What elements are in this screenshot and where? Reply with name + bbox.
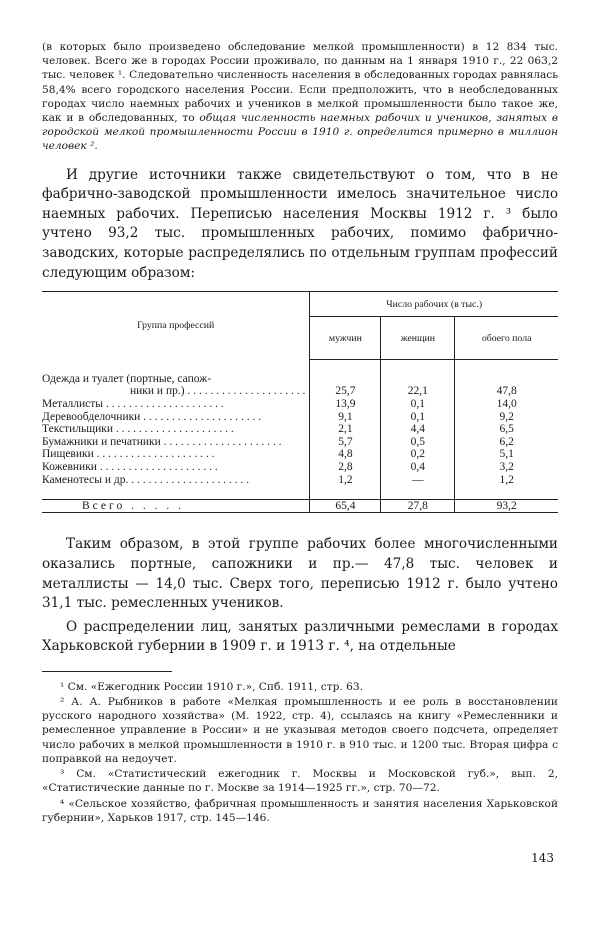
cell-both: 6,5 (455, 423, 558, 436)
row-label: Металлисты . . . (42, 398, 310, 411)
header-group: Группа профессий (42, 292, 310, 360)
row-label: ники и пр.) . . . (42, 385, 310, 398)
cell-men: 5,7 (338, 435, 353, 448)
row-label: Текстильщики . . . (42, 423, 310, 436)
table-row (42, 423, 558, 436)
paragraph-kharkov: О распределении лиц, занятых различными ремеслами в городах Харьковской губернии в 1909 г. и 1913 г. ⁴, на отдельные (42, 618, 558, 655)
row-label: Кожевники . . . (42, 461, 310, 474)
cell-women: 0,2 (381, 448, 455, 461)
table-row (42, 448, 558, 461)
footnote-3: ³ См. «Статистический ежегодник г. Москвы и Московской губ.», вып. 2, «Статистические данные по г. Москве за 1914—1925 гг.», стр. 70—72. (42, 768, 558, 795)
professions-table (42, 291, 558, 513)
page-number: 143 (531, 851, 554, 865)
intro-italic-text: общая численность наемных рабочих и учеников, занятых в городской мелкой промышленности России в 1910 г. определится примерно в миллион человек ². (42, 112, 558, 153)
table-row (42, 436, 558, 449)
cell-both: 14,0 (455, 398, 558, 411)
footnotes (42, 680, 558, 825)
cell-women: 22,1 (381, 385, 455, 398)
cell-both: 6,2 (455, 436, 558, 449)
cell-men: 25,7 (335, 385, 356, 398)
table-row (42, 474, 558, 487)
cell-men: 9,1 (338, 410, 353, 423)
total-women: 27,8 (381, 499, 455, 513)
cell-both: 1,2 (455, 474, 558, 487)
page-content (42, 40, 558, 826)
cell-women: 0,5 (381, 436, 455, 449)
header-both: обоего пола (455, 317, 558, 360)
header-women: женщин (381, 317, 455, 360)
total-both: 93,2 (455, 499, 558, 513)
row-label: Одежда и туалет (портные, сапож- (42, 373, 310, 386)
cell-men: 2,1 (338, 423, 353, 436)
cell-women: — (381, 474, 455, 487)
total-men: 65,4 (310, 499, 381, 513)
cell-men: 1,2 (338, 473, 353, 486)
table-row (42, 385, 558, 398)
row-label: Деревообделочники . . . (42, 411, 310, 424)
cell-men: 4,8 (338, 448, 353, 461)
intro-text-1: (в которых было произведено обследование мелкой промышленности) в 12 834 тыс. человек. Всего же в городах России проживало, по данным на 1 января 1910 г., 22 063,2 тыс. человек ¹. Следовательно численность населения в обследованных городах равнялась 58,4% всего городского населения России. Если предположить, что в необследованных городах число наемных рабочих и учеников в мелкой промышленности было такое же, как и в обследованных, то (42, 41, 558, 125)
footnote-1: ¹ См. «Ежегодник России 1910 г.», Спб. 1911, стр. 63. (60, 680, 363, 693)
table-row (42, 398, 558, 411)
intro-paragraph (42, 40, 558, 154)
footnote-4: ⁴ «Сельское хозяйство, фабричная промышленность и занятия населения Харьковской губернии», Харьков 1917, стр. 145—146. (42, 797, 558, 824)
footnote-2: ² А. А. Рыбников в работе «Мелкая промышленность и ее роль в восстановлении русского народного хозяйства» (М. 1922, стр. 4), ссылаясь на книгу «Ремесленники и ремесленное управление в России» и не указывая методов своего подсчета, определяет число рабочих в мелкой промышленности в 1910 г. в 910 тыс. и 1200 тыс. Вторая цифра с поправкой на недоучет. (42, 696, 558, 765)
cell-both: 3,2 (455, 461, 558, 474)
cell-both: 5,1 (455, 448, 558, 461)
row-label: Бумажники и печатники . . . (42, 436, 310, 449)
total-label: Всего . . . . . (42, 499, 310, 513)
footnote-divider (42, 671, 172, 672)
table-row (42, 461, 558, 474)
table-row (42, 411, 558, 424)
cell-women: 0,4 (381, 461, 455, 474)
cell-both: 9,2 (455, 411, 558, 424)
row-label: Пищевики . . . (42, 448, 310, 461)
header-workers-count: Число рабочих (в тыс.) (310, 292, 558, 317)
cell-men: 13,9 (335, 397, 356, 410)
table-row (42, 373, 558, 386)
cell-both: 47,8 (455, 385, 558, 398)
row-label: Каменотесы и др. . . . (42, 474, 310, 487)
cell-women: 0,1 (381, 398, 455, 411)
paragraph-summary: Таким образом, в этой группе рабочих более многочисленными оказались портные, сапожники и пр.— 47,8 тыс. человек и металлисты — 14,0 тыс. Сверх того, переписью 1912 г. было учтено 31,1 тыс. ремесленных учеников. (42, 536, 558, 612)
total-row (42, 499, 558, 513)
header-men: мужчин (310, 317, 381, 360)
cell-women: 4,4 (381, 423, 455, 436)
cell-women: 0,1 (381, 411, 455, 424)
paragraph-sources: И другие источники также свидетельствуют о том, что в не фабрично-заводской промышленности имелось значительное число наемных рабочих. Переписью населения Москвы 1912 г. ³ было учтено 93,2 тыс. промышленных рабочих, помимо фабрично-заводских, которые распределялись по отдельным группам профессий следующим образом: (42, 166, 558, 281)
cell-men: 2,8 (338, 460, 353, 473)
